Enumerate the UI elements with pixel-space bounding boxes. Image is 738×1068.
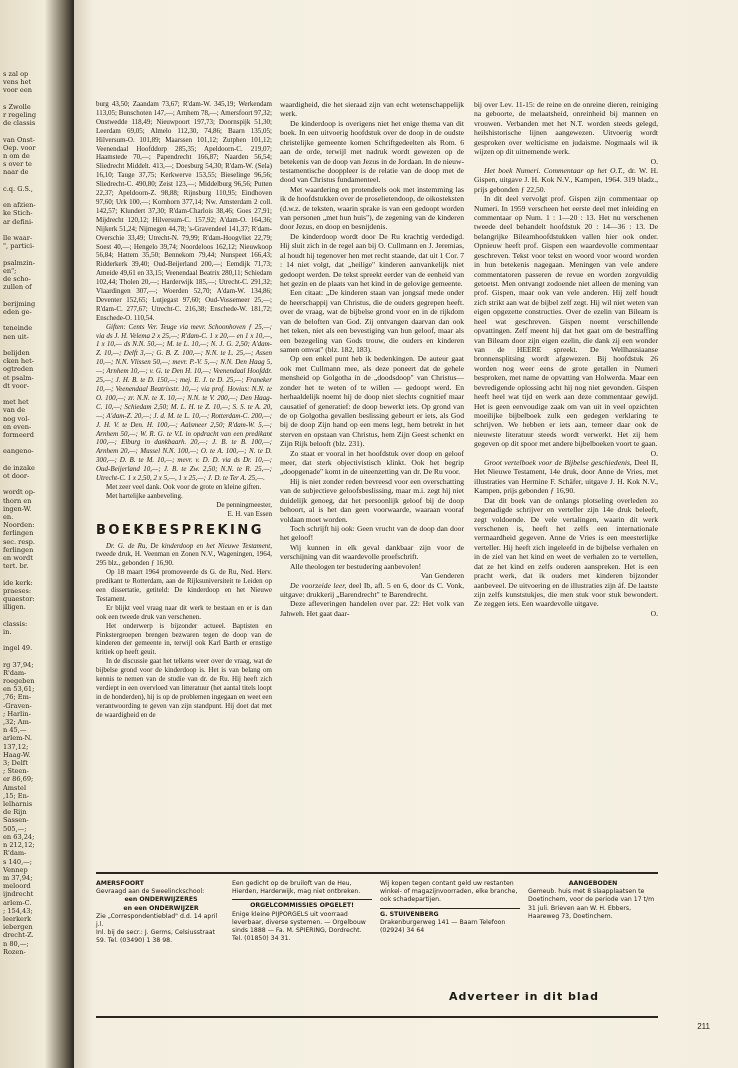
paragraph: Deze afleveringen handelen over par. 22: Het volk van Jahweh. Het gaat daar-	[280, 599, 464, 618]
fragment-line: ogtreden	[3, 365, 34, 374]
fragment-line: ijndrecht	[3, 890, 34, 899]
fragment-line: ; Steen-	[3, 767, 29, 776]
fragment-line: rg 37,94;	[3, 660, 34, 669]
fragment-line: ke Stich-	[3, 209, 33, 218]
ad-line: Een gedicht op de bruiloft van de Heu, Hierden, Harderwijk, mag niet ontbreken.	[232, 880, 361, 896]
paragraph: Op een enkel punt heb ik bedenkingen. De auteur gaat ook met Cullmann mee, als deze poneert dat de gehele mensheid op Golgotha in de „doodsdoop" van Christus— zonder het te weten of te willen — gedoopt werd. En herhaaldelijk noemt hij de doop niet slechts cognitief maar causatief of generatief: de doop bewerkt iets. Op grond van de op Golgotha gevallen beslissing gebeurt er iets, als God bij de doop Zijn hand op een mens legt, hem betrekt in het sterven en opstaan van Christus, hem Zijn Geest schenkt en Zijn Rijk belooft (blz. 231).	[280, 354, 464, 449]
ad-info: Zie „Correspondentieblad" d.d. 14 april j.l.	[96, 912, 218, 929]
fragment-line: berijming	[3, 299, 36, 308]
ad-contact: Inl. bij de secr.: J. Germs, Celsiusstraat 59. Tel. (03490) 1 38 98.	[96, 929, 215, 945]
fragment-line: en even-	[3, 422, 32, 431]
paragraph: De kinderdoop is overigens niet het enige thema van dit boek. In een uitvoerig hoofdstuk over de doop in de oudste christelijke gemeente komen Schriftgedeelten als Rom. 6 aan de orde, terwijl met nadruk wordt gewezen op de betekenis van de doop van Jezus in de Jordaan. In de nieuw-testamentische dooppleer is de relatie van de doop met de dood van Christus fundamenteel.	[280, 118, 464, 185]
fragment-line: en.	[3, 512, 14, 521]
fragment-line: vens het	[3, 78, 32, 87]
ad-text: Gemeub. huis met 8 slaapplaatsen te Doetinchem, voor de periode van 17 t/m 31 juli. Brieven aan W. H. Ebbers, Haareweg 73, Doetinchem.	[528, 888, 655, 920]
fragment-line: ,32; Am-	[3, 718, 32, 727]
fragment-line: thorn en	[3, 496, 32, 505]
ad-role: en een ONDERWIJZER	[123, 904, 199, 912]
fragment-line: dt voor-	[3, 381, 30, 390]
fragment-line: en wordt	[3, 553, 33, 562]
ad-title: AANGEBODEN	[568, 880, 618, 887]
paragraph: Een citaat: „De kinderen staan van jongsaf mede onder de heerschappij van Christus, die de ouders gegrepen heeft. over de vraag, wat de bijbelse grond voor en in de rijkdom van de beloften van God. Zij ontvangen daarvan dan ook het teken, niet als een bevestiging van hun geloof, maar als een bezegeling van Gods trouw, die ouders en kinderen samen omvat" (blz. 182, 183).	[280, 288, 464, 354]
fragment-line: Noorden:	[3, 521, 35, 530]
review-title: Dr. G. de Ru, De kinderdoop en het Nieuwe Testament,	[106, 541, 272, 550]
column-1	[96, 100, 272, 720]
fragment-line: s 140,—;	[3, 857, 32, 866]
fragment-line	[3, 193, 65, 201]
fragment-line	[3, 316, 65, 324]
fragment-line: n om de	[3, 152, 30, 161]
paragraph: De kinderdoop wordt door De Ru krachtig verdedigd. Hij sluit zich in de regel aan bij O. Cullmann en J. Jeremias, al houdt hij tegenover hen met recht staande, dat uit 1 Cor. 7 : 14 niet volgt, dat „heilige" kinderen aanvankelijk niet gedoopt werden. De tekst spreekt eerder van de eenheid van het gezin en de plaats van het kind in de gelovige gemeente.	[280, 231, 464, 289]
collections-list: burg 43,50; Zaandam 73,67; R'dam-W. 345,19; Werkendam 113,05; Bunschoten 147,—; Arnhem 78,—; Amersfoort 97,32; Onstwedde 118,49; Nieuwpoort 197,73; Doornspijk 51,30; Leerdam 69,05; Almelo 112,30, 74,86; Baarn 135,05; Hilversum-O. 101,89; Maarssen 101,12; Zutphen 101,12; Veenendaal Hoofddorp 285,35; Apeldoorn-C. 219,07; Haamstede 70,—; Papendrecht 166,87; Naarden 56,54; Sliedrecht Middelt. 413,—; Doesburg 54,30; R'dam-W. (Sela) 16,10; Tauge 37,75; Kerkwerve 153,55; Bieselinge 96,56; Sliedrecht-C. 490,80; Zeist 123,—; Middelburg 96,56; Putten 22,37; Apeldoorn-Z. 98,88; Rijnsburg 110,95; Eindhoven 97,60; Urk 100,—; Kornhorn 377,14; Nw. Amsterdam 2 coll. 142,57; Klundert 37,30; R'dam-Charlois 38,46; Goes 27,91; Mijdrecht 120,12; Hilversum-C. 157,92; A'dam-O. 164,36; Nijkerk 51,24; Nijmegen 44,78; 's-Gravendeel 141,37; R'dam-Overschie 33,49; Utrecht-N. 79,99; R'dam-Hoogvliet 22,79; Soest 40,—; Hengelo 39,74; Noordeloos 162,12; Nieuwkoop 56,84; Hattem 35,50; Bennekom 79,44; Nunspeet 166,43; Ridderkerk 39,40; Oud-Beijerland 200,—; Eemdijk 71,73; Ameide 49,61 en 33,15; Veenendaal Beatrix 280,11; Schiedam 102,44; Tholen 20,—; Harderwijk 185,—; Utrecht-C. 291,32; Vlaardingen 307,—; Woerden 52,70; A'dam-W. 134,86; Deventer 152,65; Lutjegast 97,60; Oud-Vossemeer 25,—; R'dam-C. 277,67; Utrecht-C. 216,38; Enschede-W. 181,72; Enschede-O. 110,54.	[96, 100, 272, 322]
fragment-line: en afzien-	[3, 201, 36, 210]
fragment-line: Vennep	[3, 865, 28, 874]
fragment-line: lle waar-	[3, 234, 33, 243]
fragment-line: ; 154,43;	[3, 906, 33, 915]
thanks-line: Met zeer veel dank. Ook voor de grote en kleine giften.	[106, 482, 262, 491]
ad-title: ORGELCOMMISSIES OPGELET!	[232, 899, 372, 910]
fragment-line: en";	[3, 266, 17, 275]
fragment-line: -Graven-	[3, 701, 32, 710]
signature-name: Van Genderen	[420, 571, 464, 581]
fragment-line: en 53,61;	[3, 685, 35, 694]
fragment-line: n 80,—;	[3, 939, 29, 948]
fragment-line: s zal op	[3, 70, 29, 78]
fragment-line: van Onst-	[3, 135, 35, 144]
fragment-line: de Rijn	[3, 808, 27, 817]
fragment-line: n 45,—	[3, 726, 27, 735]
ad-title: AMERSFOORT	[96, 880, 144, 887]
review-ref: Deel II, Het Nieuwe Testament, 14e druk, door Anne de Vries, met illustraties van Hermine F. Schäfer, uitgave J. H. Kok N.V., Kampen, prijs gebonden ƒ 16,90.	[474, 458, 658, 496]
fragment-line	[3, 611, 65, 619]
fragment-line: illigen.	[3, 603, 26, 612]
paragraph: Wij kunnen in elk geval dankbaar zijn voor de verschijning van dit waardevolle proefschrift.	[280, 542, 464, 562]
review-citation	[474, 458, 658, 496]
fragment-line: ferlingen	[3, 545, 34, 554]
fragment-line: 505,—;	[3, 824, 27, 833]
fragment-line	[3, 341, 65, 349]
fragment-line: zullen of	[3, 283, 32, 292]
fragment-line	[3, 636, 65, 644]
fragment-line: voor een	[3, 86, 32, 95]
paragraph: Hij is niet zonder reden bevreesd voor een overschatting van de subjectieve geloofsbeslissing, maar m.i. zegt hij niet duidelijk genoeg, dat het persoonlijk geloof bij de doop behoort, al is het dan geen voorwaarde, waaraan vooraf voldaan moet worden.	[280, 476, 464, 524]
fragment-line	[3, 95, 65, 103]
fragment-line: ot door-	[3, 471, 30, 480]
fragment-line: de inzake	[3, 463, 35, 472]
fragment-line: eangeno-	[3, 447, 34, 456]
fragment-line: teneinde	[3, 324, 33, 333]
fragment-line: belijden	[3, 348, 30, 357]
fragment-line: roegeben	[3, 677, 35, 686]
fragment-line: s over te	[3, 160, 32, 169]
fragment-line: nog vol-	[3, 414, 30, 423]
fragment-line: sec. resp.	[3, 537, 35, 546]
fragment-line: naar de	[3, 168, 29, 177]
fragment-line: de classis	[3, 119, 36, 128]
review-ref: tweede druk, H. Veenman en Zonen N.V., Wageningen, 1964, 295 blz., gebonden ƒ 16,90.	[96, 550, 272, 568]
fragment-line: en 63,24;	[3, 832, 35, 841]
review-title: De voorzeide leer,	[290, 580, 347, 590]
paragraph: Op 18 maart 1964 promoveerde ds G. de Ru, Ned. Herv. predikant te Rotterdam, aan de Rijksuniversiteit te Leiden op een dissertatie, getiteld: De kinderdoop en het Nieuwe Testament.	[96, 568, 272, 603]
fragment-line: tert. br.	[3, 562, 29, 571]
fragment-line: nen uit-	[3, 332, 29, 341]
ad-text: Enige kleine PIJPORGELS uit voorraad leverbaar, diverse systemen. — Orgelbouw sinds 1888 — Fa. M. SPIERING, Dordrecht. Tel. (01850) 34 31.	[232, 910, 366, 943]
fragment-line: classis:	[3, 619, 28, 628]
paragraph: Met waardering en protendeels ook met instemming las ik de hoofdstukken over de proselietendoop, de oikosteksten (d.w.z. de teksten, waarin sprake is van een gedoopt worden van personen „met hun huis"), de zegening van de kinderen door Jezus, en doop en besnijdenis.	[280, 184, 464, 232]
paragraph: Zo staat er vooral in het hoofdstuk over doop en geloof meer, dat sterk objectivistisch klinkt. Ook het begrip „doopgenade" komt in de uiteenzetting van dr. De Ru voor.	[280, 448, 464, 477]
ad-organs	[232, 880, 372, 1014]
fragment-line	[3, 570, 65, 578]
fragment-line: Amstel	[3, 783, 27, 792]
ad-rule-bottom	[96, 1016, 658, 1018]
paragraph: In dit deel vervolgt prof. Gispen zijn commentaar op Numeri. In 1959 verscheen het eerste deel met inleiding en commentaar op Num. 1 : 1—20 : 13. Het nu verschenen tweede deel behandelt hoofdstuk 20 : 14—36 : 13. De belangrijke Bileamhoofdstukken vallen hier ook onder. Opnieuw heeft prof. Gispen een waardevolle commentaar geschreven. Tekst voor tekst en woord voor woord worden in hun betekenis nagegaan. Meningen van vele andere commentatoren passeren de revue en worden zorgvuldig getoetst. Men ontvangt zodoende niet alleen de mening van prof. Gispen, maar ook van vele anderen. Hij zelf houdt zich strikt aan wat de bijbel zelf zegt. Hij wil niet weten van eigen opgezette constructies. Over de ezelin van Bileam is heel wat geschreven. Gispen noemt verschillende opvattingen. Zelf meent hij dat het gaat om de bestraffing van Bileam door zijn eigen ezelin, die dank zij een wonder van de HEERE spreekt. De Wellhausiaanse bronnensplitsing wordt afgewezen. Bij hoofdstuk 26 worden nog weer eens de grote getallen in Numeri besproken, met name de opvatting van Holwerda. Maar een bevredigende oplossing acht hij nog niet gevonden. Gispen heeft heel wat tijd en werk aan deze commentaar gewijd. Het is geen eenvoudige zaak om van uit in veel opzichten moeilijke bijbelboek zulk een gedegen verklaring te schrijven. We hebben er iets aan, temeer daar ook de nieuwste literatuur steeds wordt verwerkt. Het zij hem gegeven op dit spoor met andere bijbelboeken voort te gaan.	[474, 194, 658, 449]
review-ref: dr. W. H. Gispen, uitgave J. H. Kok N.V., Kampen, 1964. 319 bladz., prijs gebonden ƒ 22,50.	[474, 165, 658, 194]
paragraph: waardigheid, die het sieraad zijn van echt wetenschappelijk werk.	[280, 100, 464, 119]
fragment-line: de scho-	[3, 275, 31, 284]
fragment-line: Rozen-	[3, 947, 26, 956]
review-citation	[474, 166, 658, 194]
greeting-line: Met hartelijke aanbeveling.	[106, 491, 183, 500]
fragment-line	[3, 456, 65, 464]
fragment-line	[3, 439, 65, 447]
fragment-line: s Zwolle	[3, 102, 31, 111]
review-title: Groot vertelboek voor de Bijbelse geschiedenis,	[484, 458, 632, 468]
fragment-line: leerkerk	[3, 914, 32, 923]
fragment-line: ", partici-	[3, 242, 35, 251]
ad-line: Wij kopen tegen contant geld uw restanten winkel- of magazijnvoorraden, elke branche, ook schadepartijen.	[380, 880, 518, 904]
fragment-line: 3; Delft	[3, 759, 28, 768]
fragment-line: ferlingen	[3, 529, 34, 538]
column-3	[474, 100, 658, 618]
fragment-line: Haag-W.	[3, 750, 31, 759]
paragraph: Alle theologen ter bestudering aanbevolen!	[290, 561, 422, 571]
fragment-line	[3, 226, 65, 234]
fragment-line: met het	[3, 398, 29, 407]
fragment-line: ide kerk:	[3, 578, 33, 587]
fragment-line: eden ge-	[3, 307, 32, 316]
left-page-edge	[0, 0, 74, 1068]
paragraph: In de discussie gaat het telkens weer over de vraag, wat de bijbelse grond voor de kinderdoop is. Het is van belang om kennis te nemen van de studie van dr. de Ru. Hij heeft zich verdiept in een overvloed van litteratuur (het aantal titels loopt in de honderden), hij is op de problemen ingegaan en weet een verantwoording te geven van zijn standpunt. Hij doet dat met de waardigheid en de	[96, 657, 272, 719]
fragment-line	[3, 250, 65, 258]
fragment-line: arlem-N.	[3, 734, 33, 743]
gifts-list: Giften: Cents Ver. Teuge via mevr. Schoonhoven ƒ 25,—; via ds J. H. Velema 2 x 25,—; R'dam-C. 1 x 20,— en 1 x 10,—, 1 x 10,— ds N.N. 50,—; M. te L. 10,—; N. J. G. 2,50; A'dam-Z. 10,—; Delft 3,—; G. B. Z. 100,—; N.N. te L. 25,—; Assen 10,—; N.N. Vlissen 50,—; mevr. P.-V. 5,—; N.N. Den Haag 5,—; Arnhem 10,—; v. G. te Den H. 10,—; Veenendaal Hoofddr. 25,—; J. H. B. te D. 150,—; mej. E. J. te D. 25,—; Franeker 10,—; Veenendaal Beatrixstr. 10,—; via prof. Hovius: N.N. te O. 100,—; zr. N.N. te X. 10,—; N.N. te V. 200,—; Den Haag-C. 10,—; Schiedam 2,50; M. L. H. te Z. 10,—; S. S. te A. 20,—; A'dam-Z. 20,—; J. d. M. te L. 10,—; Rotterdam-C. 200,—; J. H. V. te Den. H. 100,—; Aalsmeer 2,50; R'dam-W. 5,—; Arnhem 50,—; W. R. G. te V.L in opdracht van een predikant 100,—; Elburg in dankbaarh. 20,—; J. B. te B. 100,—; Arnhem 20,—; Mussel N.N. 100,—; O. te A. 100,—; N. te D. 300,—; D. B. te M. 10,—; mevr. v. D. D. via ds Dr. 10,—; Oud-Beijerland 10,—; J. B. te Zw. 2,50; N.N. te R. 25,—; Utrecht-C. 1 x 2,50, 2 x 5,—, 1 x 25,—; J. D. te Ter A. 25,—.	[96, 322, 272, 483]
fragment-line: Sassen-	[3, 816, 29, 825]
fragment-line: R'dam-	[3, 849, 27, 858]
section-heading: BOEKBESPREKING	[96, 522, 264, 538]
ad-rule-top	[96, 872, 658, 874]
fragment-line: et psalm-	[3, 373, 34, 382]
fragment-line: wordt op-	[3, 488, 36, 497]
fragment-line: ingen-W.	[3, 504, 32, 513]
paragraph: Het onderwerp is bijzonder actueel. Baptisten en Pinkstergroepen brengen bezwaren tegen de doop van de kinderen der gemeente in, terwijl ook Karl Barth er ernstige kritiek op heeft geuit.	[96, 621, 272, 657]
ad-line: Gevraagd aan de Sweelinckschool:	[96, 888, 205, 896]
paragraph: Toch schrijft hij ook: Geen vrucht van de doop dan door het geloof!	[280, 523, 464, 543]
signature-initial: O.	[650, 608, 658, 618]
fragment-line	[3, 480, 65, 488]
fragment-line: r regeling	[3, 111, 37, 120]
fragment-line: ; Harlin-	[3, 709, 31, 718]
fragment-line: Oep. voor	[3, 143, 36, 152]
fragment-line: drecht-Z.	[3, 931, 34, 940]
fragment-line: arlem-C.	[3, 898, 32, 907]
signature-title: De penningmeester,	[216, 500, 272, 509]
fragment-line: n 212,12;	[3, 841, 35, 850]
signature-initial: O.	[650, 448, 658, 458]
fragment-line: in.	[3, 627, 12, 636]
column-2	[280, 100, 464, 618]
fragment-line: ,15; En-	[3, 791, 30, 800]
advertise-banner: Adverteer in dit blad	[449, 990, 599, 1003]
fragment-line: cken het-	[3, 357, 34, 366]
signature-name: E. H. van Essen	[227, 509, 272, 518]
fragment-line	[3, 291, 65, 299]
fragment-line: iebergen	[3, 923, 33, 932]
review-citation	[280, 581, 464, 600]
fragment-line: lelharnis	[3, 800, 33, 809]
ad-role: een ONDERWIJZERES	[124, 896, 198, 904]
fragment-line: formeerd	[3, 430, 34, 439]
paragraph: Dat dit boek van de onlangs plotseling overleden zo begenadigde schrijver en verteller zijn 14e druk beleeft, zegt voldoende. De vele vertalingen, waarin dit werk verschenen is, heeft het zelfs een internationale vermaardheid gegeven. Anne de Vries is een meesterlijke verteller. Hij heeft zich ingeleefd in de bijbelse verhalen en in de ziel van het kind en weet de verhalen zo te vertellen, dat ze het kind en zelfs ouderen aanspreken. Het is een pracht werk, dat ik ouders met kinderen bijzonder aanbeveel. De uitvoering en de illustraties zijn áf. De laatste zijn zelfs kunststukjes, die men stuk voor stuk bewondert. Ze zeggen iets. Een waardevolle uitgave.	[474, 495, 658, 609]
fragment-line: m 37,94;	[3, 873, 33, 882]
fragment-line: ,76; Em-	[3, 693, 32, 702]
ad-text: Drakenburgerweg 141 — Baarn Telefoon (02924) 34 64	[380, 918, 506, 935]
signature-initial: O.	[650, 156, 658, 166]
paragraph: bij over Lev. 11-15: de reine en de onreine dieren, reiniging na geboorte, de melaatsheid, onreinheid bij mannen en vrouwen. Verbanden met het N.T. worden steeds gelegd, heilshistorische lijnen aangewezen. Uitvoerig wordt gesproken over welticisme en judaisme. Nogmaals wil ik wijzen op dit uitnemende werk.	[474, 100, 658, 157]
page-number: 211	[697, 1022, 710, 1031]
fragment-line: er 86,69;	[3, 775, 34, 784]
fragment-line	[3, 390, 65, 398]
left-page-fragment	[3, 70, 65, 1050]
ad-amersfoort	[96, 880, 226, 1014]
review-title: Het boek Numeri. Commentaar op het O.T.,	[484, 165, 625, 175]
fragment-line: R'dam-	[3, 668, 27, 677]
fragment-line	[3, 177, 65, 185]
paragraph: Er blijkt veel vraag naar dit werk te bestaan en er is dan ook een tweede druk van verschenen.	[96, 603, 272, 621]
fragment-line: ingel 49.	[3, 644, 33, 653]
fragment-line: c.q. G.S.,	[3, 184, 33, 193]
review-citation	[96, 542, 272, 569]
review-ref: deel Ib, afl. 5 en 6, door ds C. Vonk, uitgave: drukkerij „Barendrecht" te Barendrecht.	[280, 580, 464, 599]
fragment-line: praeses:	[3, 586, 32, 595]
fragment-line: van de	[3, 406, 26, 415]
fragment-line	[3, 127, 65, 135]
ad-title: G. STUIVENBERG	[380, 908, 520, 919]
fragment-line: 137,12;	[3, 742, 29, 751]
fragment-line: quaestor:	[3, 595, 35, 603]
fragment-line: meloord	[3, 882, 31, 891]
fragment-line: psalmzin-	[3, 258, 35, 267]
fragment-line: ar defini-	[3, 217, 34, 226]
fragment-line	[3, 652, 65, 660]
